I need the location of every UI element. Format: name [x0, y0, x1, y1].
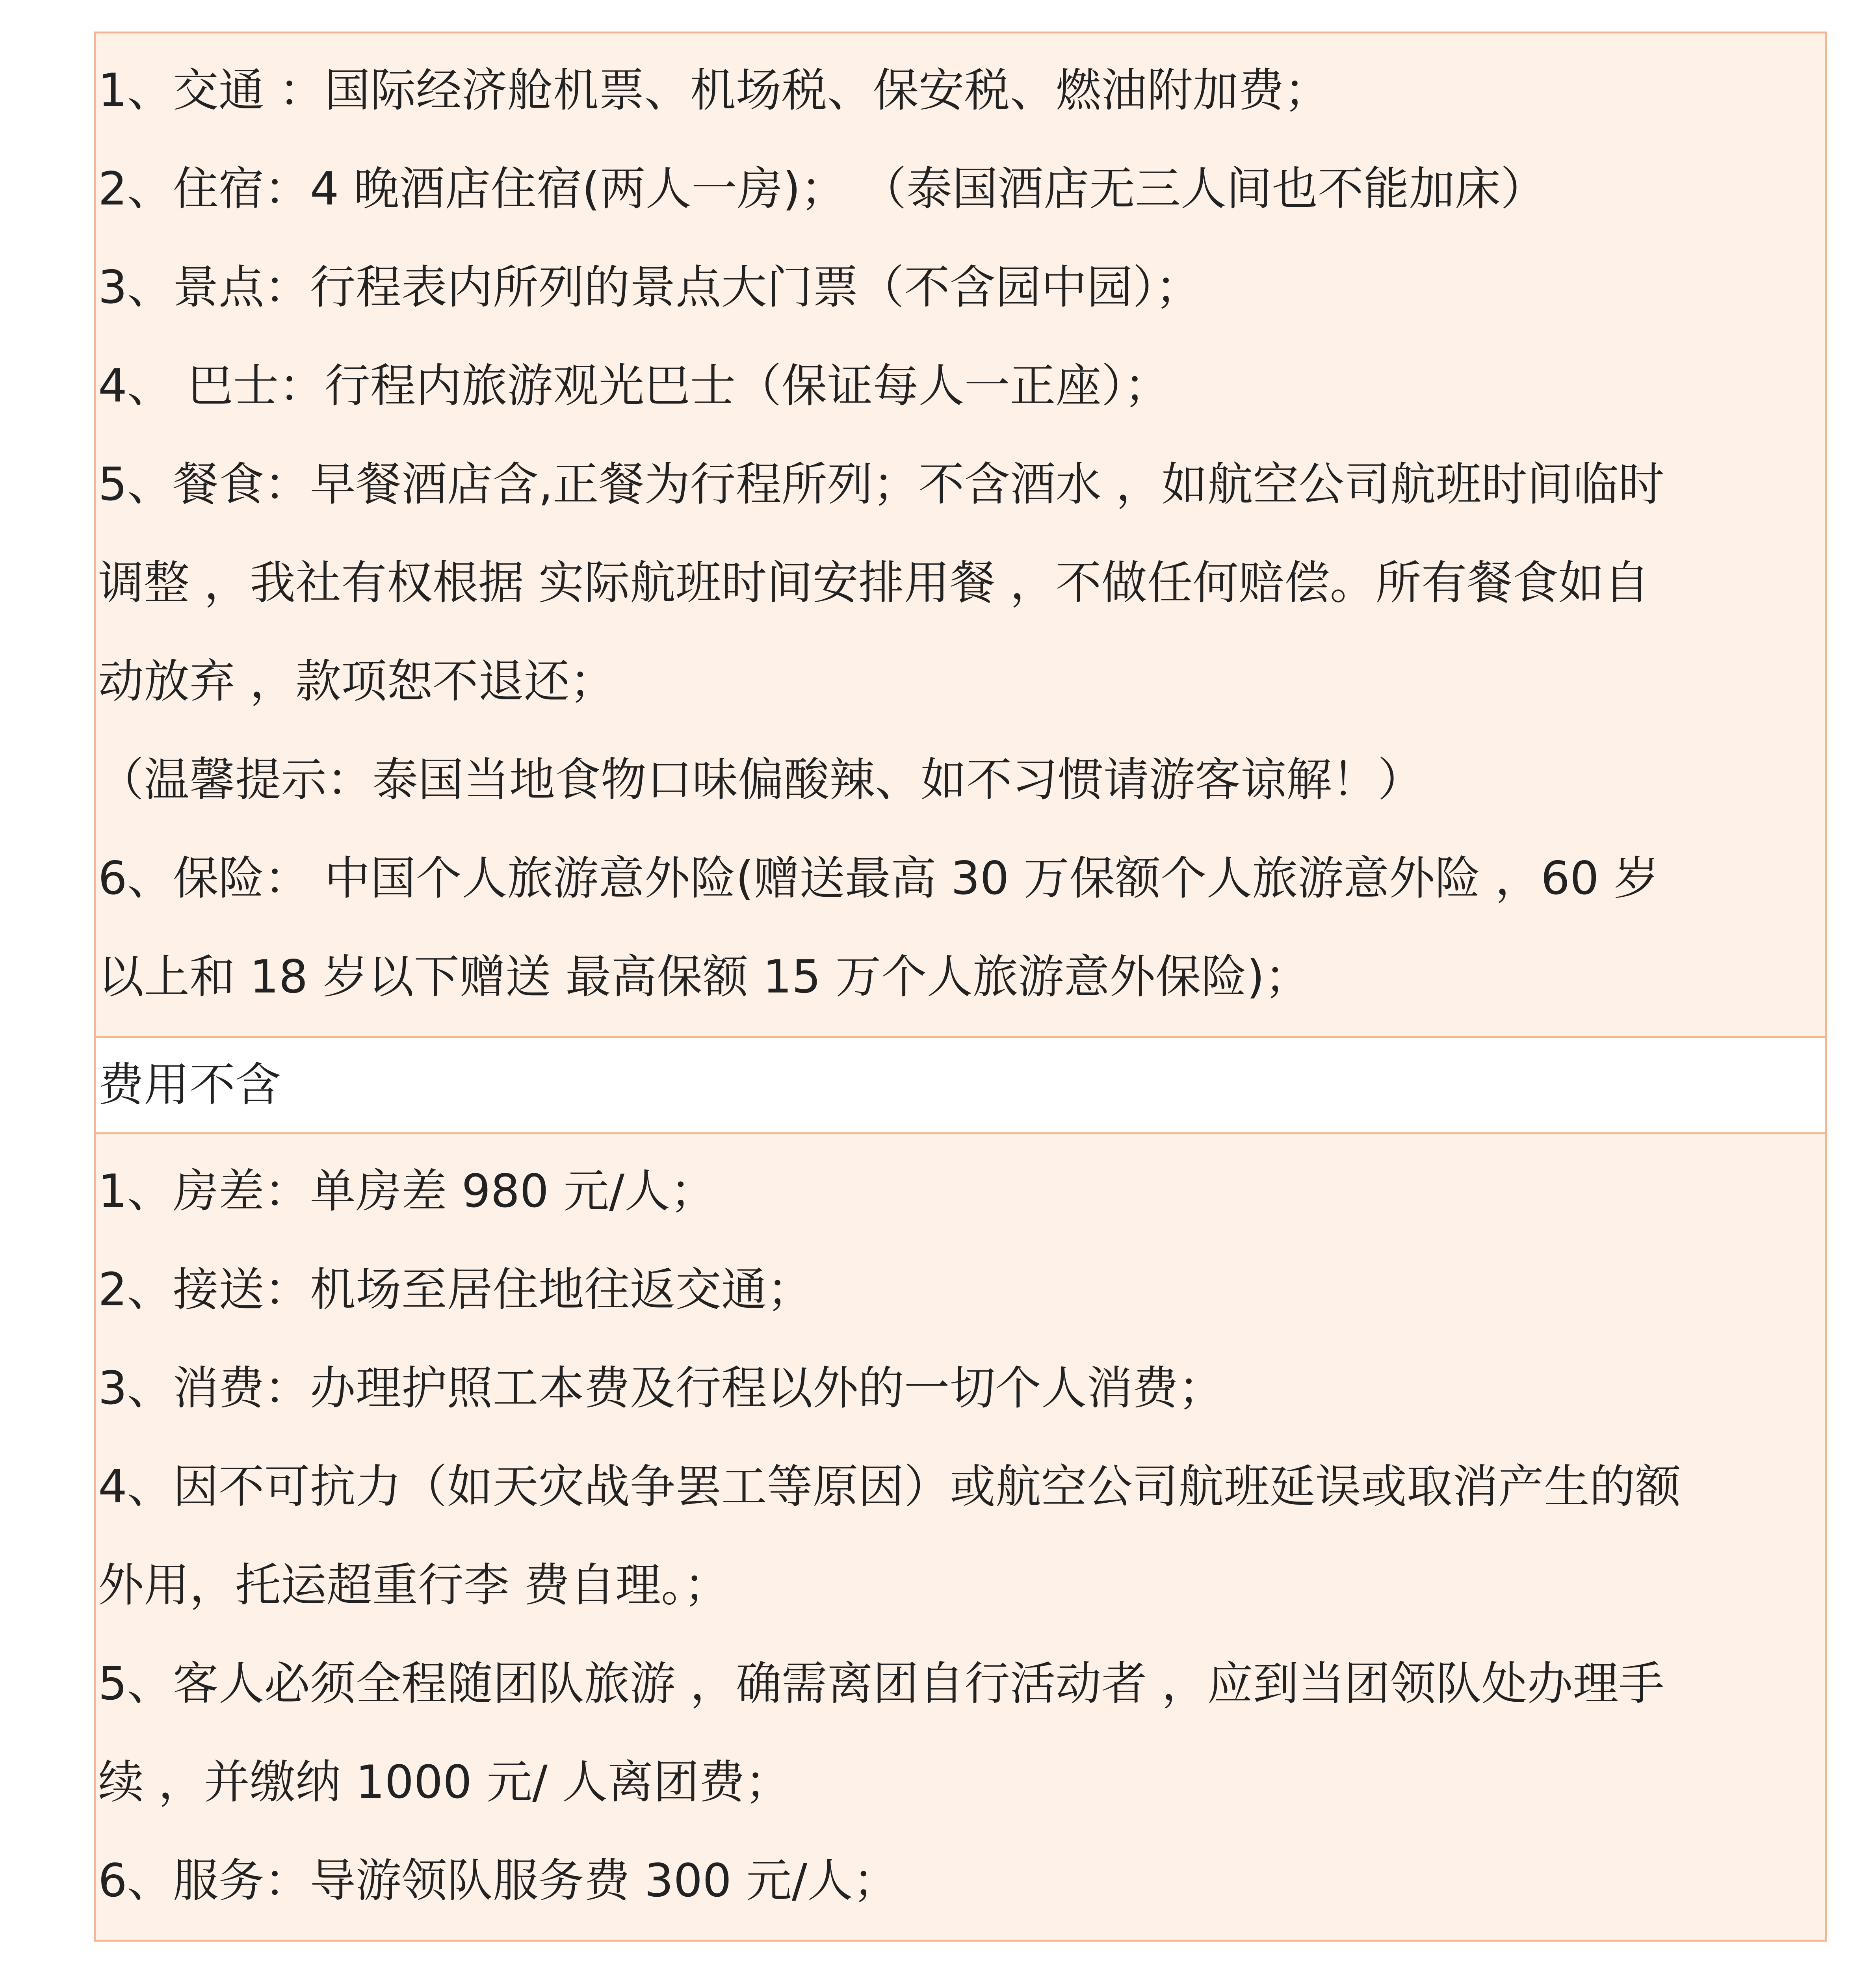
- excluded-line: 6、服务：导游领队服务费 300 元/人；: [98, 1854, 899, 1907]
- included-line: （温馨提示：泰国当地食物口味偏酸辣、如不习惯请游客谅解！）: [98, 753, 1423, 807]
- included-line: 6、保险： 中国个人旅游意外险(赠送最高 30 万保额个人旅游意外险 ，60 岁: [98, 852, 1659, 905]
- included-line: 3、景点：行程表内所列的景点大门票（不含园中园）；: [98, 261, 1201, 314]
- included-line: 5、餐食：早餐酒店含,正餐为行程所列；不含酒水 ，如航空公司航班时间临时: [98, 458, 1664, 511]
- included-line: 调整 ，我社有权根据 实际航班时间安排用餐 ，不做任何赔偿。所有餐食如自: [98, 556, 1650, 610]
- excluded-line: 1、房差：单房差 980 元/人；: [98, 1165, 716, 1218]
- excluded-line: 3、消费：办理护照工本费及行程以外的一切个人消费；: [98, 1362, 1224, 1415]
- excluded-line: 5、客人必须全程随团队旅游 ，确需离团自行活动者 ，应到当团领队处办理手: [98, 1657, 1664, 1710]
- fee-table: [94, 32, 1827, 1942]
- excluded-line: 4、因不可抗力（如天灾战争罢工等原因）或航空公司航班延误或取消产生的额: [98, 1460, 1681, 1513]
- included-line: 动放弃 ，款项恕不退还；: [98, 655, 615, 708]
- excluded-line: 外用，托运超重行李 费自理。；: [98, 1559, 730, 1612]
- included-line: 1、交通 ：国际经济舱机票、机场税、保安税、燃油附加费；: [98, 64, 1330, 117]
- excluded-line: 续 ，并缴纳 1000 元/ 人离团费；: [98, 1756, 791, 1809]
- excluded-header: 费用不含: [96, 1036, 1825, 1134]
- fee-included-section: [96, 33, 1825, 1036]
- excluded-line: 2、接送：机场至居住地往返交通；: [98, 1263, 813, 1316]
- included-line: 2、住宿：4 晚酒店住宿(两人一房)； （泰国酒店无三人间也不能加床）: [98, 162, 1546, 216]
- included-line: 4、 巴士：行程内旅游观光巴士（保证每人一正座）；: [98, 359, 1170, 413]
- included-line: 以上和 18 岁以下赠送 最高保额 15 万个人旅游意外保险)；: [98, 950, 1310, 1004]
- fee-excluded-section: [96, 1134, 1825, 1940]
